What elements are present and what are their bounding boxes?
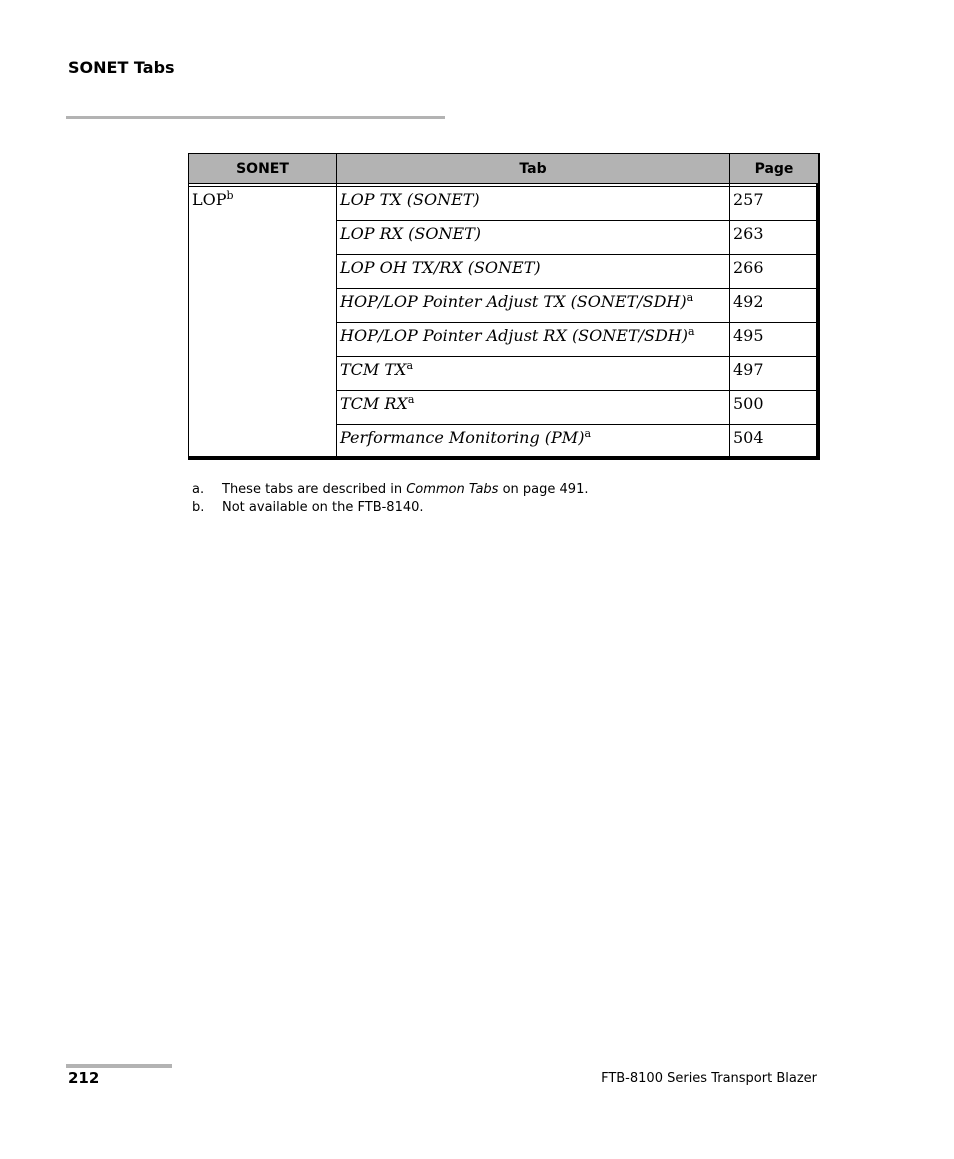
tab-name-cell [337,255,730,289]
tab-name: HOP/LOP Pointer Adjust TX (SONET/SDH) [340,292,687,311]
sonet-tabs-table [188,153,819,459]
tab-name: TCM RX [340,394,408,413]
footnote-ref: a [687,325,695,338]
page-cell: 500 [730,391,819,425]
table-header-row [189,154,819,184]
footnote-ref: a [407,393,415,406]
tab-name: HOP/LOP Pointer Adjust RX (SONET/SDH) [340,326,688,345]
footnote-ref: a [406,359,414,372]
tab-name-cell [337,357,730,391]
footnote-ref: a [686,291,694,304]
column-header-sonet: SONET [189,154,337,184]
footnote-text: Not available on the FTB-8140. [222,500,424,515]
footnote-reference-title: Common Tabs [406,482,499,497]
page-cell: 497 [730,357,819,391]
footnote-marker: a. [192,482,205,497]
group-cell [189,187,337,459]
column-header-tab: Tab [337,154,730,184]
tab-name: Performance Monitoring (PM) [340,428,585,447]
tab-name-cell [337,221,730,255]
tab-name: LOP RX (SONET) [340,224,482,243]
page-cell: 266 [730,255,819,289]
page-cell: 263 [730,221,819,255]
group-label: LOP [192,190,227,209]
page-cell: 257 [730,187,819,221]
page-cell: 504 [730,425,819,459]
footnote-text: These tabs are described in [222,482,407,497]
page-cell: 495 [730,323,819,357]
footnote [192,481,588,499]
sonet-tabs-table-frame [188,153,820,460]
footnote-ref: a [584,427,591,440]
footnote-text-end: on page 491. [498,482,589,497]
footer-rule [66,1064,172,1068]
table-footnotes [192,481,588,517]
tab-name-cell [337,391,730,425]
tab-name-cell [337,323,730,357]
table-row [189,187,819,221]
footnote [192,499,588,517]
tab-name: TCM TX [340,360,407,379]
title-rule [66,116,445,119]
footnote-marker: b. [192,500,205,515]
footnote-ref: b [226,189,234,202]
page-number: 212 [68,1069,100,1087]
tab-name-cell [337,289,730,323]
tab-name-cell [337,187,730,221]
column-header-page: Page [730,154,819,184]
document-name: FTB-8100 Series Transport Blazer [601,1071,817,1086]
section-title: SONET Tabs [68,58,175,77]
tab-name: LOP OH TX/RX (SONET) [340,258,541,277]
page-cell: 492 [730,289,819,323]
tab-name: LOP TX (SONET) [340,190,480,209]
tab-name-cell [337,425,730,459]
